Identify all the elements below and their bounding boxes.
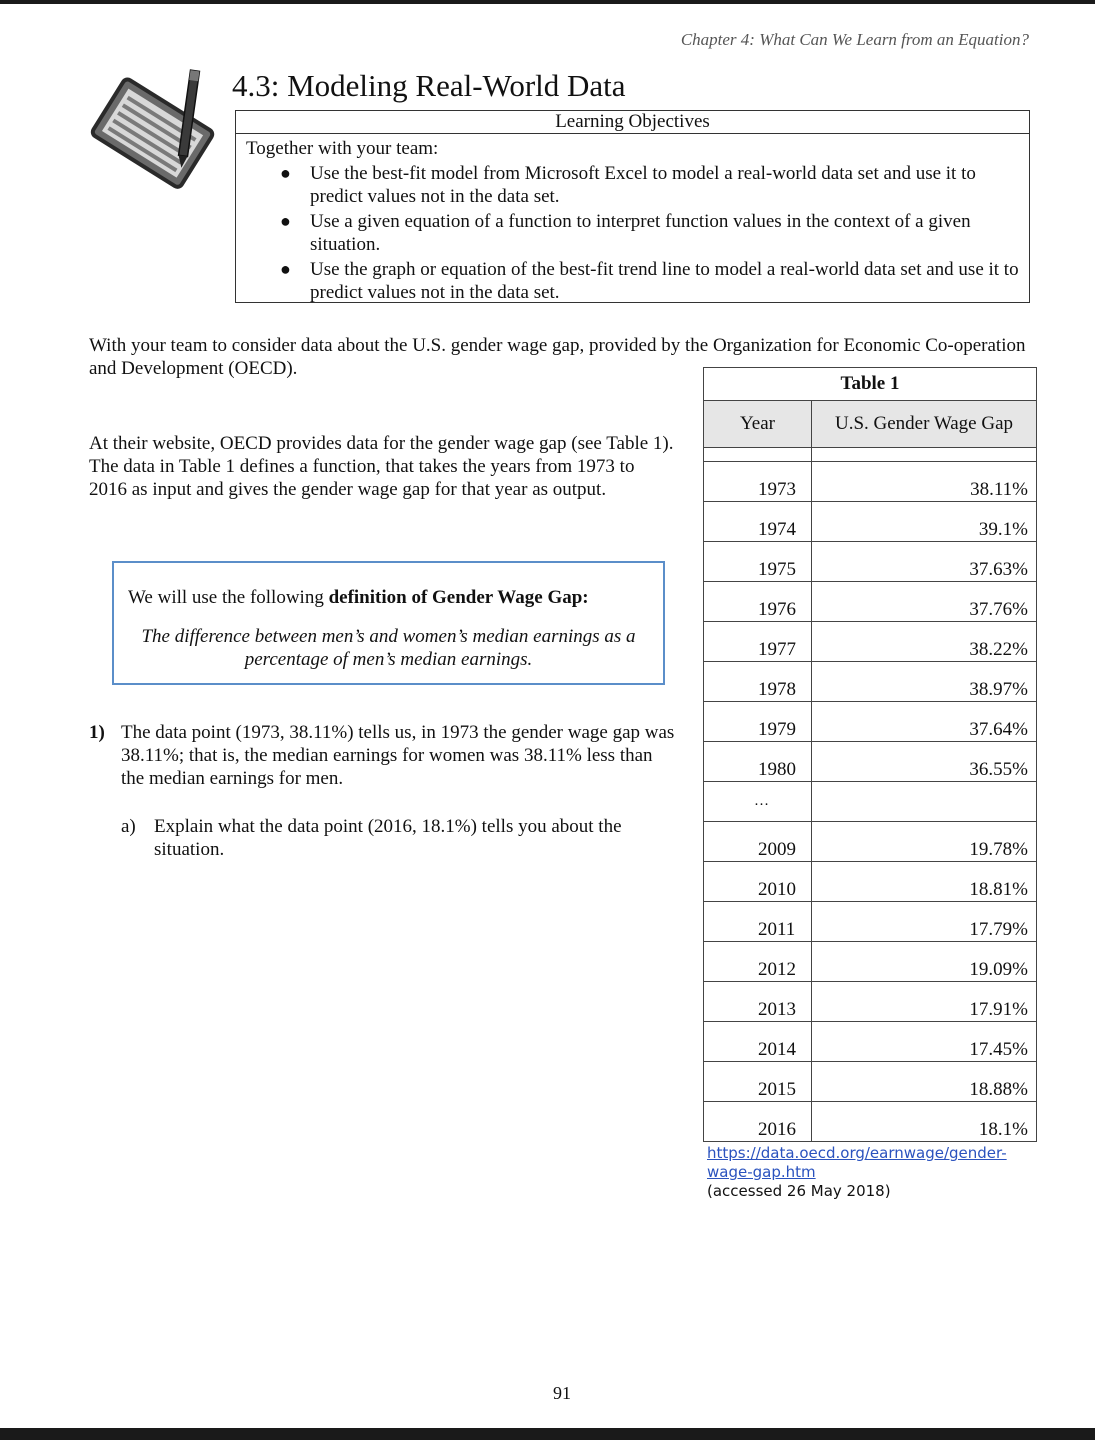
gap-cell: 18.1% xyxy=(812,1102,1037,1142)
year-cell: 2016 xyxy=(704,1102,812,1142)
year-cell: 2011 xyxy=(704,902,812,942)
objective-text: Use the best-fit model from Microsoft Excel to model a real-world data set and use it to predict values not in the data set. xyxy=(310,163,976,207)
top-border xyxy=(0,0,1095,4)
question-1-number: 1) xyxy=(89,722,105,743)
table-caption: Table 1 xyxy=(704,368,1037,401)
accessed-date: (accessed 26 May 2018) xyxy=(707,1182,891,1200)
year-cell: 2013 xyxy=(704,982,812,1022)
gap-cell: 19.78% xyxy=(812,822,1037,862)
question-1a-label: a) xyxy=(121,816,136,837)
year-cell: 2015 xyxy=(704,1062,812,1102)
page-number: 91 xyxy=(553,1383,571,1403)
gap-cell: 38.97% xyxy=(812,662,1037,702)
ellipsis-cell: … xyxy=(704,782,812,822)
gap-cell: 19.09% xyxy=(812,942,1037,982)
year-cell: 1979 xyxy=(704,702,812,742)
year-cell: 2012 xyxy=(704,942,812,982)
gap-cell xyxy=(812,782,1037,822)
gap-cell: 37.76% xyxy=(812,582,1037,622)
chapter-header: Chapter 4: What Can We Learn from an Equation? xyxy=(680,30,1029,49)
gap-cell: 39.1% xyxy=(812,502,1037,542)
definition-text: The difference between men’s and women’s median earnings as a percentage of men’s median earnings. xyxy=(141,626,636,670)
definition-lead xyxy=(128,587,589,609)
objectives-intro: Together with your team: xyxy=(246,138,439,159)
definition-lead-text: We will use the following xyxy=(128,587,329,608)
bullet-icon: ● xyxy=(280,211,291,231)
gap-cell: 18.88% xyxy=(812,1062,1037,1102)
bullet-icon: ● xyxy=(280,259,291,279)
objectives-list xyxy=(236,162,1029,304)
objective-text: Use the graph or equation of the best-fit trend line to model a real-world data set and use it to predict values not in the data set. xyxy=(310,259,1019,303)
gap-cell: 17.79% xyxy=(812,902,1037,942)
year-cell: 2010 xyxy=(704,862,812,902)
spacer-cell xyxy=(704,448,812,462)
year-cell: 1980 xyxy=(704,742,812,782)
objective-item xyxy=(236,162,1029,208)
year-cell: 2014 xyxy=(704,1022,812,1062)
definition-bold: definition of Gender Wage Gap: xyxy=(328,587,589,608)
source-link[interactable]: https://data.oecd.org/earnwage/gender-wage-gap.htm xyxy=(707,1144,1007,1181)
column-header-gap: U.S. Gender Wage Gap xyxy=(812,401,1037,448)
year-cell: 1974 xyxy=(704,502,812,542)
intro-paragraph: With your team to consider data about the U.S. gender wage gap, provided by the Organization for Economic Co-operation and Development (OECD). xyxy=(89,335,1026,379)
question-1a-text: Explain what the data point (2016, 18.1%) tells you about the situation. xyxy=(154,816,622,860)
gap-cell: 36.55% xyxy=(812,742,1037,782)
gap-cell: 37.63% xyxy=(812,542,1037,582)
objectives-heading: Learning Objectives xyxy=(236,111,1029,134)
year-cell: 2009 xyxy=(704,822,812,862)
question-1 xyxy=(89,721,679,790)
source-citation xyxy=(707,1144,1007,1201)
question-1-text: The data point (1973, 38.11%) tells us, in 1973 the gender wage gap was 38.11%; that is, the median earnings for women was 38.11% less than the median earnings for men. xyxy=(121,722,675,789)
year-cell: 1976 xyxy=(704,582,812,622)
objective-item xyxy=(236,258,1029,304)
year-cell: 1973 xyxy=(704,462,812,502)
gap-cell: 17.91% xyxy=(812,982,1037,1022)
objective-item xyxy=(236,210,1029,256)
notepad-pencil-icon xyxy=(86,64,218,196)
gap-cell: 38.22% xyxy=(812,622,1037,662)
definition-box xyxy=(112,561,665,685)
year-cell: 1975 xyxy=(704,542,812,582)
wage-gap-table xyxy=(703,367,1037,1142)
objective-text: Use a given equation of a function to interpret function values in the context of a given situation. xyxy=(310,211,971,255)
section-title: 4.3: Modeling Real-World Data xyxy=(232,68,626,103)
year-cell: 1977 xyxy=(704,622,812,662)
gap-cell: 38.11% xyxy=(812,462,1037,502)
bottom-border xyxy=(0,1428,1095,1440)
learning-objectives-box xyxy=(235,110,1030,303)
gap-cell: 37.64% xyxy=(812,702,1037,742)
column-header-year: Year xyxy=(704,401,812,448)
gap-cell: 18.81% xyxy=(812,862,1037,902)
year-cell: 1978 xyxy=(704,662,812,702)
question-1a xyxy=(121,815,681,861)
oecd-paragraph: At their website, OECD provides data for the gender wage gap (see Table 1). The data in Table 1 defines a function, that takes the years from 1973 to 2016 as input and gives the gender wage gap for that year as output. xyxy=(89,433,674,500)
bullet-icon: ● xyxy=(280,163,291,183)
gap-cell: 17.45% xyxy=(812,1022,1037,1062)
spacer-cell xyxy=(812,448,1037,462)
